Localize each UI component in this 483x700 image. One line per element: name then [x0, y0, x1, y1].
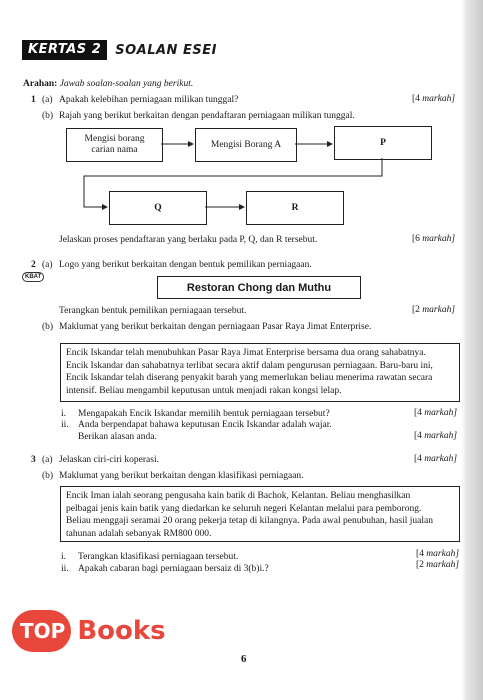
q2bi-text: Mengapakah Encik Iskandar memilih bentuk perniagaan tersebut?: [78, 409, 330, 419]
q2a-marks-word: markah]: [422, 305, 456, 315]
q3bi-marks-word: markah]: [426, 549, 460, 559]
instruction-label: Arahan:: [23, 79, 58, 89]
flow-box-3-label: P: [380, 137, 386, 148]
q3a-label: (a): [42, 455, 53, 465]
q3-info-line-3: Beliau menggaji seramai 20 orang pekerja tetap di kilangnya. Pada awal penubuhan, hasil jualan: [66, 516, 433, 526]
flow-box-1-line1: Mengisi borang: [84, 134, 145, 144]
section-title: SOALAN ESEI: [115, 42, 217, 58]
q3bii-text: Apakah cabaran bagi perniagaan bersaiz di 3(b)i.?: [78, 564, 269, 574]
q3bii-label: ii.: [61, 564, 69, 574]
flow-box-5-label: R: [291, 202, 299, 213]
q1b-label: (b): [42, 111, 54, 121]
q2a-label: (a): [42, 260, 53, 270]
q2-number: 2: [31, 260, 36, 270]
q2-info-line-3: Encik Iskandar telah diserang penyakit barah yang memerlukan beliau menerima rawatan secara: [66, 373, 433, 383]
q2-info-line-4: intensif. Beliau mengambil keputusan untuk menjadi rakan kongsi lelap.: [66, 385, 342, 396]
flow-box-2-label: Mengisi Borang A: [210, 139, 282, 150]
q1a-marks-word: markah]: [422, 94, 456, 104]
q2b-text: Maklumat yang berikut berkaitan dengan perniagaan Pasar Raya Jimat Enterprise.: [59, 322, 372, 332]
q3a-marks-word: markah]: [424, 454, 458, 464]
q3-info-line-2: pelbagai jenis kain batik yang diedarkan ke seluruh negeri Kelantan melalui para pemborong.: [66, 503, 422, 514]
watermark-top: TOP: [12, 610, 71, 652]
q3a-text: Jelaskan ciri-ciri koperasi.: [59, 455, 159, 465]
q3bii-marks-num: [2: [416, 560, 424, 570]
q3b-label: (b): [42, 471, 54, 481]
q3a-marks: [414, 454, 457, 464]
q3b-text: Maklumat yang berikut berkaitan dengan klasifikasi perniagaan.: [59, 471, 304, 481]
q1-explain-marks-word: markah]: [422, 234, 456, 244]
q2-info-line-2: Encik Iskandar dan sahabatnya terlibat secara aktif dalam pengurusan perniagaan. Baru-baru ini,: [66, 360, 433, 371]
q3-info-line-4: tahunan adalah sebanyak RM800 000.: [66, 528, 212, 539]
q2bii-marks: [414, 431, 457, 441]
instruction-text: Jawab soalan-soalan yang berikut.: [59, 79, 194, 89]
q2bii-line1: Anda berpendapat bahawa keputusan Encik Iskandar adalah wajar.: [78, 420, 332, 430]
page-number: 6: [241, 653, 247, 665]
q2bi-marks: [414, 408, 457, 418]
q2bi-marks-num: [4: [414, 408, 422, 418]
q2bi-label: i.: [61, 409, 67, 419]
q1a-marks-num: [4: [412, 94, 420, 104]
q3bii-marks: [416, 560, 459, 570]
q2bi-marks-word: markah]: [424, 408, 458, 418]
q3bi-label: i.: [61, 552, 67, 562]
flow-box-4-label: Q: [154, 202, 162, 213]
q2bii-label: ii.: [61, 420, 69, 430]
q2a-task-marks: [412, 305, 455, 315]
restaurant-logo: [157, 276, 361, 299]
q3bi-marks-num: [4: [416, 549, 424, 559]
q2a-task-text: Terangkan bentuk pemilikan perniagaan tersebut.: [59, 306, 247, 316]
q1-explain-text: Jelaskan proses pendaftaran yang berlaku pada P, Q, dan R tersebut.: [59, 235, 318, 245]
q2bii-marks-num: [4: [414, 431, 422, 441]
q1-explain-marks-num: [6: [412, 234, 420, 244]
q3-info-box: [60, 486, 460, 542]
q2bii-marks-word: markah]: [424, 431, 458, 441]
kbat-badge: KBAT: [22, 272, 44, 282]
q3-info-line-1: Encik Iman ialah seorang pengusaha kain batik di Bachok, Kelantan. Beliau menghasilkan: [66, 491, 411, 501]
q3-number: 3: [31, 455, 36, 465]
q2a-marks-num: [2: [412, 305, 420, 315]
q2a-text: Logo yang berikut berkaitan dengan bentuk pemilikan perniagaan.: [59, 260, 312, 270]
paper-tag: KERTAS 2: [22, 40, 107, 60]
q1a-label: (a): [42, 95, 53, 105]
q3bi-text: Terangkan klasifikasi perniagaan tersebut.: [78, 552, 239, 562]
q3a-marks-num: [4: [414, 454, 422, 464]
q3bii-marks-word: markah]: [426, 560, 460, 570]
restaurant-logo-text: Restoran Chong dan Muthu: [186, 281, 332, 294]
flow-box-1-line2: carian nama: [91, 145, 138, 155]
q1b-text: Rajah yang berikut berkaitan dengan pendaftaran perniagaan milikan tunggal.: [59, 111, 355, 121]
q1-number: 1: [31, 95, 36, 105]
q1-explain-marks: [412, 234, 455, 244]
q2-info-box: [60, 343, 460, 402]
watermark-books: Books: [77, 616, 166, 646]
q3bi-marks: [416, 549, 459, 559]
arrow-p-to-q: [84, 158, 382, 207]
topbooks-watermark-logo: [12, 610, 166, 652]
q2-info-line-1: Encik Iskandar telah menubuhkan Pasar Raya Jimat Enterprise bersama dua orang sahabatnya.: [66, 348, 426, 358]
q2bii-line2: Berikan alasan anda.: [78, 432, 157, 442]
q2b-label: (b): [42, 322, 54, 332]
q1a-text: Apakah kelebihan perniagaan milikan tunggal?: [59, 95, 239, 105]
